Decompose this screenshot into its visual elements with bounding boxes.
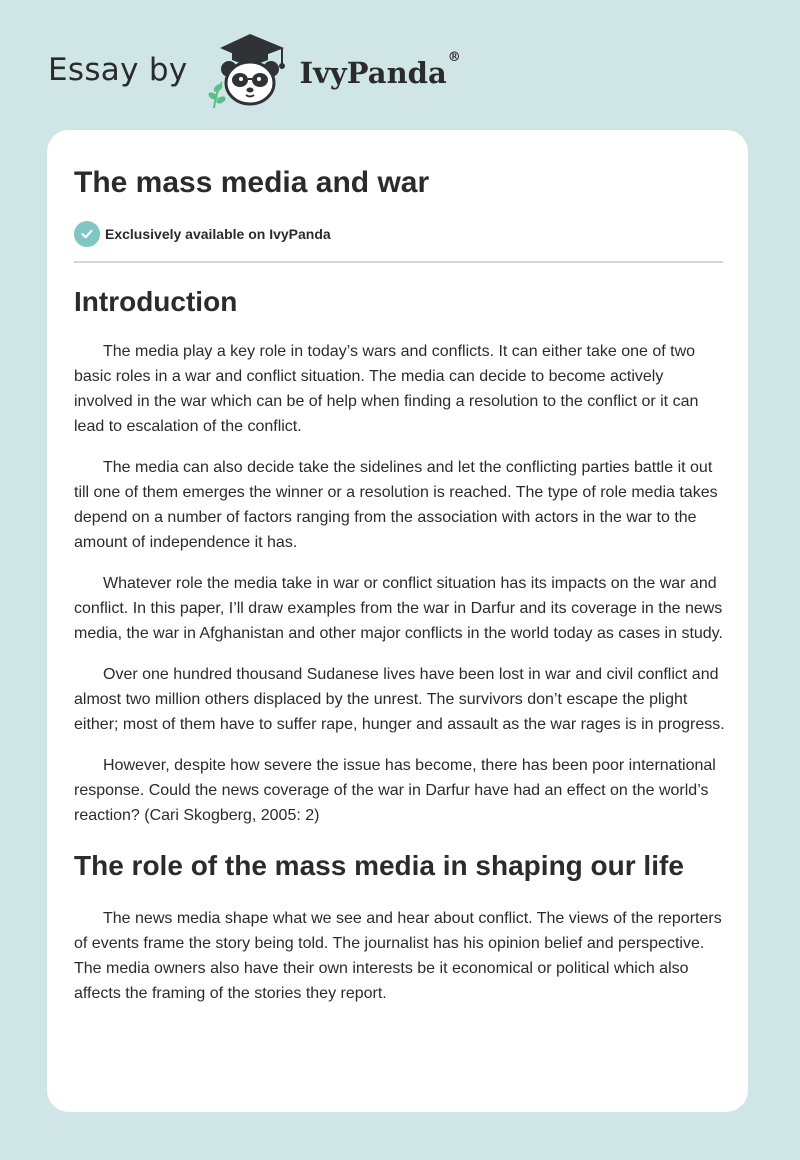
essay-body — [74, 280, 726, 1022]
divider — [74, 261, 723, 263]
paragraph: The news media shape what we see and hear about conflict. The views of the reporters of events frame the story being told. The journalist has his opinion belief and perspective. The media owners also have their own interests be it economical or political which also affects the framing of the stories they report. — [74, 910, 722, 1002]
brand-name: IvyPanda® — [299, 50, 461, 90]
essay-card — [47, 130, 748, 1112]
paragraph: The media can also decide take the sidelines and let the conflicting parties battle it out till one of them emerges the winner or a resolution is reached. The type of role media takes depend on a number of factors ranging from the association with actors in the war to the amount of independence it has. — [74, 459, 718, 551]
badge-label: Exclusively available on IvyPanda — [105, 226, 331, 242]
exclusive-badge — [74, 221, 331, 247]
brand-header — [48, 30, 461, 110]
paragraph: Whatever role the media take in war or conflict situation has its impacts on the war and conflict. In this paper, I’ll draw examples from the war in Darfur and its coverage in the news media, the war in Afghanistan and other major conflicts in the world today as cases in study. — [74, 575, 723, 642]
page-title: The mass media and war — [74, 166, 430, 199]
section-heading-introduction: Introduction — [74, 286, 238, 317]
brand-prefix: Essay by — [48, 52, 188, 88]
section-heading-role-of-mass-media: The role of the mass media in shaping our life — [74, 850, 684, 881]
paragraph: Over one hundred thousand Sudanese lives have been lost in war and civil conflict and almost two million others displaced by the unrest. The survivors don’t escape the plight either; most of them have to suffer rape, hunger and assault as the war rages is in progress. — [74, 666, 725, 733]
paragraph: However, despite how severe the issue has become, there has been poor international response. Could the news coverage of the war in Darfur have had an effect on the world’s reaction? (Cari Skogberg, 2005: 2) — [74, 757, 716, 824]
check-circle-icon — [74, 221, 100, 247]
paragraph: The media play a key role in today’s wars and conflicts. It can either take one of two basic roles in a war and conflict situation. The media can decide to become actively involved in the war which can be of help when finding a resolution to the conflict or it can lead to escalation of the conflict. — [74, 343, 699, 435]
panda-logo-icon — [204, 30, 296, 110]
registered-mark: ® — [447, 50, 461, 65]
